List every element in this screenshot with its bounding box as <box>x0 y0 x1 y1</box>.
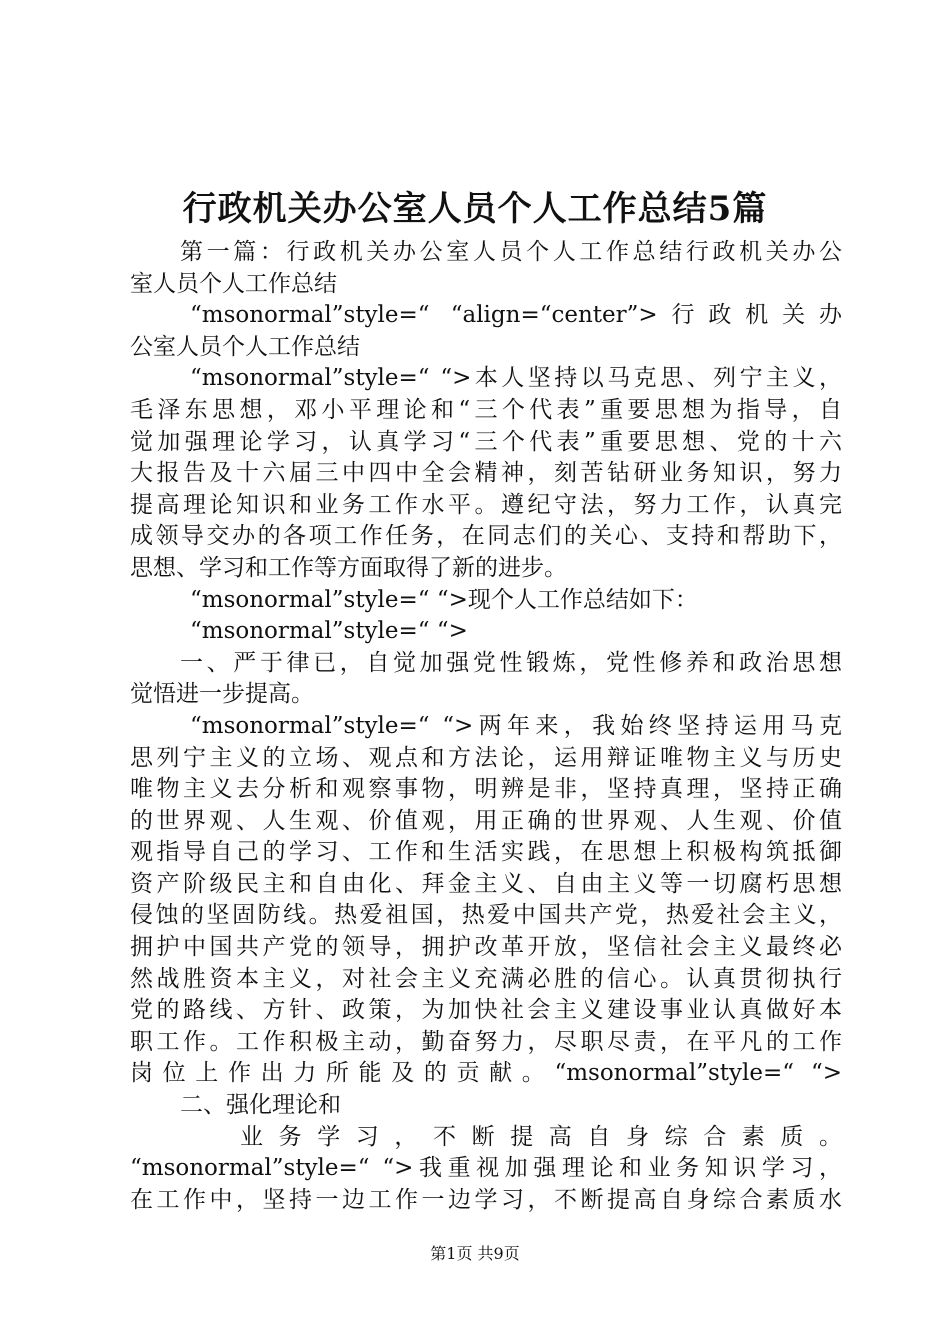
paragraph-line: “msonormal”style=“ “>本人坚持以马克思、列宁主义， <box>190 365 842 392</box>
paragraph-line: 室人员个人工作总结 <box>130 270 337 297</box>
paragraph-line: 大报告及十六届三中四中全会精神，刻苦钻研业务知识，努力 <box>130 460 842 487</box>
paragraph-line: 资产阶级民主和自由化、拜金主义、自由主义等一切腐朽思想 <box>130 870 842 897</box>
paragraph-line: 第一篇：行政机关办公室人员个人工作总结行政机关办公 <box>180 239 842 265</box>
paragraph-line: “msonormal”style=“ “> <box>190 618 468 645</box>
paragraph-line: 唯物主义去分析和观察事物，明辨是非，坚持真理，坚持正确 <box>130 776 842 803</box>
document-title: 行政机关办公室人员个人工作总结5篇 <box>182 189 768 229</box>
page-number-footer: 第1页 共9页 <box>430 1244 520 1263</box>
paragraph-line: 职工作。工作积极主动，勤奋努力，尽职尽责，在平凡的工作 <box>130 1028 842 1055</box>
document-body <box>130 237 842 1216</box>
paragraph-line: 拥护中国共产党的领导，拥护改革开放，坚信社会主义最终必 <box>130 934 842 961</box>
paragraph-line: 党的路线、方针、政策，为加快社会主义建设事业认真做好本 <box>130 997 842 1024</box>
section-heading-line: 觉悟进一步提高。 <box>130 681 314 708</box>
section-heading-line: 二、强化理论和 <box>180 1092 341 1119</box>
paragraph-line: 提高理论知识和业务工作水平。遵纪守法，努力工作，认真完 <box>130 491 842 518</box>
paragraph-line: 公室人员个人工作总结 <box>130 333 360 360</box>
paragraph-line: 在工作中，坚持一边工作一边学习，不断提高自身综合素质水 <box>130 1186 842 1213</box>
paragraph-line: 岗位上作出力所能及的贡献。“msonormal”style=“ “> <box>130 1060 842 1087</box>
paragraph-line: 毛泽东思想，邓小平理论和“三个代表”重要思想为指导，自 <box>130 396 842 423</box>
paragraph-line: “msonormal”style=“ “>我重视加强理论和业务知识学习， <box>130 1155 842 1182</box>
paragraph-line: “msonormal”style=“ “>两年来，我始终坚持运用马克 <box>190 712 842 739</box>
paragraph-line: 的世界观、人生观、价值观，用正确的世界观、人生观、价值 <box>130 807 842 834</box>
paragraph-line: 觉加强理论学习，认真学习“三个代表”重要思想、党的十六 <box>130 428 842 455</box>
paragraph-line: 侵蚀的坚固防线。热爱祖国，热爱中国共产党，热爱社会主义， <box>130 902 842 929</box>
section-heading-line: 一、严于律已，自觉加强党性锻炼，党性修养和政治思想 <box>180 649 842 676</box>
paragraph-line: “msonormal”style=“ “>现个人工作总结如下： <box>190 586 698 613</box>
section-heading-line: 业务学习，不断提高自身综合素质。 <box>240 1123 842 1150</box>
paragraph-line: 思列宁主义的立场、观点和方法论，运用辩证唯物主义与历史 <box>130 744 842 771</box>
paragraph-line: 观指导自己的学习、工作和生活实践，在思想上积极构筑抵御 <box>130 839 842 866</box>
paragraph-line: 思想、学习和工作等方面取得了新的进步。 <box>130 554 567 581</box>
paragraph-line: “msonormal”style=“ “align=“center”>行政机关办 <box>190 302 842 329</box>
paragraph-line: 然战胜资本主义，对社会主义充满必胜的信心。认真贯彻执行 <box>130 965 842 992</box>
paragraph-line: 成领导交办的各项工作任务，在同志们的关心、支持和帮助下， <box>130 523 842 550</box>
